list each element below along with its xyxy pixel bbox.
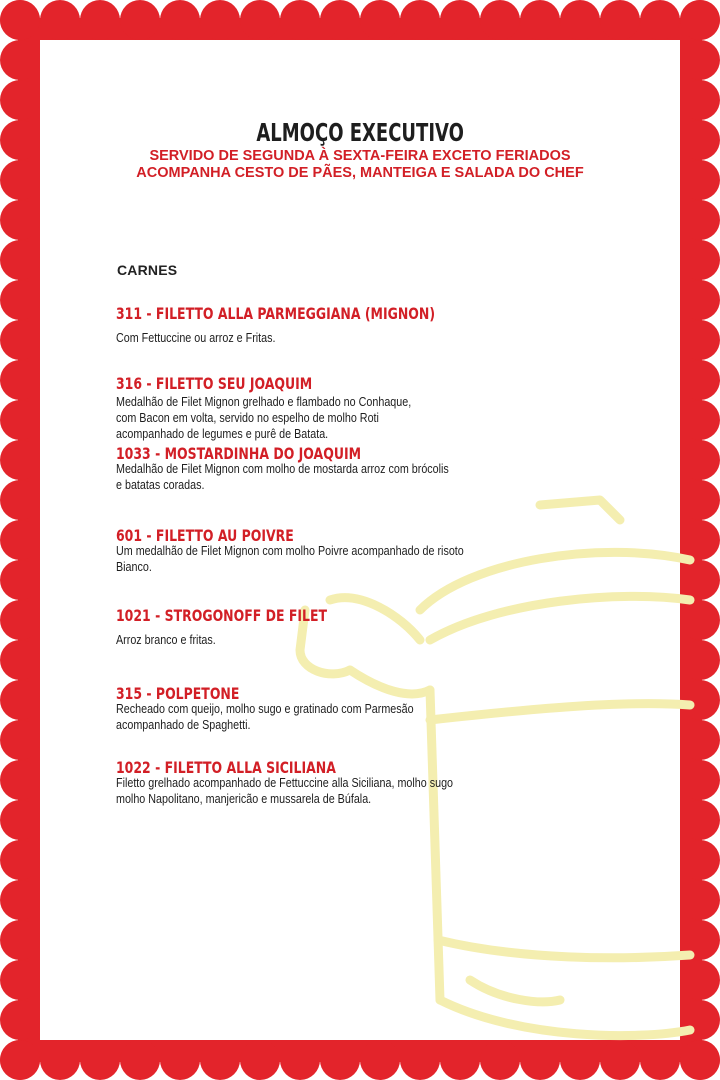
menu-item-desc xyxy=(116,461,529,493)
desc-line: Recheado com queijo, molho sugo e gratinado com Parmesão xyxy=(116,702,414,716)
desc-line: Medalhão de Filet Mignon grelhado e flambado no Conhaque, xyxy=(116,395,412,409)
desc-line: Com Fettuccine ou arroz e Fritas. xyxy=(116,331,276,345)
menu-item xyxy=(116,606,556,648)
menu-item xyxy=(116,526,556,575)
menu-subtitle-line1: SERVIDO DE SEGUNDA À SEXTA-FEIRA EXCETO FERIADOS xyxy=(149,148,571,164)
menu-item-desc xyxy=(116,330,529,346)
menu-item-desc xyxy=(116,543,529,575)
desc-line: Filetto grelhado acompanhado de Fettuccine alla Siciliana, molho sugo xyxy=(116,776,454,790)
menu-item xyxy=(116,374,556,442)
desc-line: com Bacon em volta, servido no espelho de molho Roti xyxy=(116,411,379,425)
menu-item-desc xyxy=(116,632,529,648)
menu-item-desc xyxy=(116,701,529,733)
menu-item xyxy=(116,758,556,807)
menu-header xyxy=(0,118,720,182)
menu-item-title: 1033 - MOSTARDINHA DO JOAQUIM xyxy=(116,444,362,463)
menu-subtitle-line2: ACOMPANHA CESTO DE PÃES, MANTEIGA E SALADA DO CHEF xyxy=(136,165,584,181)
menu-item-title: 1022 - FILETTO ALLA SICILIANA xyxy=(116,758,336,777)
menu-item-title: 601 - FILETTO AU POIVRE xyxy=(116,526,294,545)
menu-item xyxy=(116,684,556,733)
menu-item xyxy=(116,304,556,346)
desc-line: molho Napolitano, manjericão e mussarela de Búfala. xyxy=(116,792,372,806)
desc-line: acompanhado de legumes e purê de Batata. xyxy=(116,427,329,441)
section-label: CARNES xyxy=(117,262,178,278)
desc-line: e batatas coradas. xyxy=(116,478,205,492)
menu-item-title: 1021 - STROGONOFF DE FILET xyxy=(116,606,328,625)
menu-item-title: 316 - FILETTO SEU JOAQUIM xyxy=(116,374,313,393)
menu-item-desc xyxy=(116,775,529,807)
desc-line: Bianco. xyxy=(116,560,152,574)
menu-item-title: 311 - FILETTO ALLA PARMEGGIANA (MIGNON) xyxy=(116,304,436,323)
desc-line: Arroz branco e fritas. xyxy=(116,633,216,647)
menu-item-title: 315 - POLPETONE xyxy=(116,684,240,703)
menu-title: ALMOÇO EXECUTIVO xyxy=(256,118,464,147)
menu-item-desc xyxy=(116,394,529,442)
desc-line: Medalhão de Filet Mignon com molho de mostarda arroz com brócolis xyxy=(116,462,449,476)
desc-line: Um medalhão de Filet Mignon com molho Poivre acompanhado de risoto xyxy=(116,544,464,558)
menu-item xyxy=(116,444,556,493)
desc-line: acompanhado de Spaghetti. xyxy=(116,718,251,732)
